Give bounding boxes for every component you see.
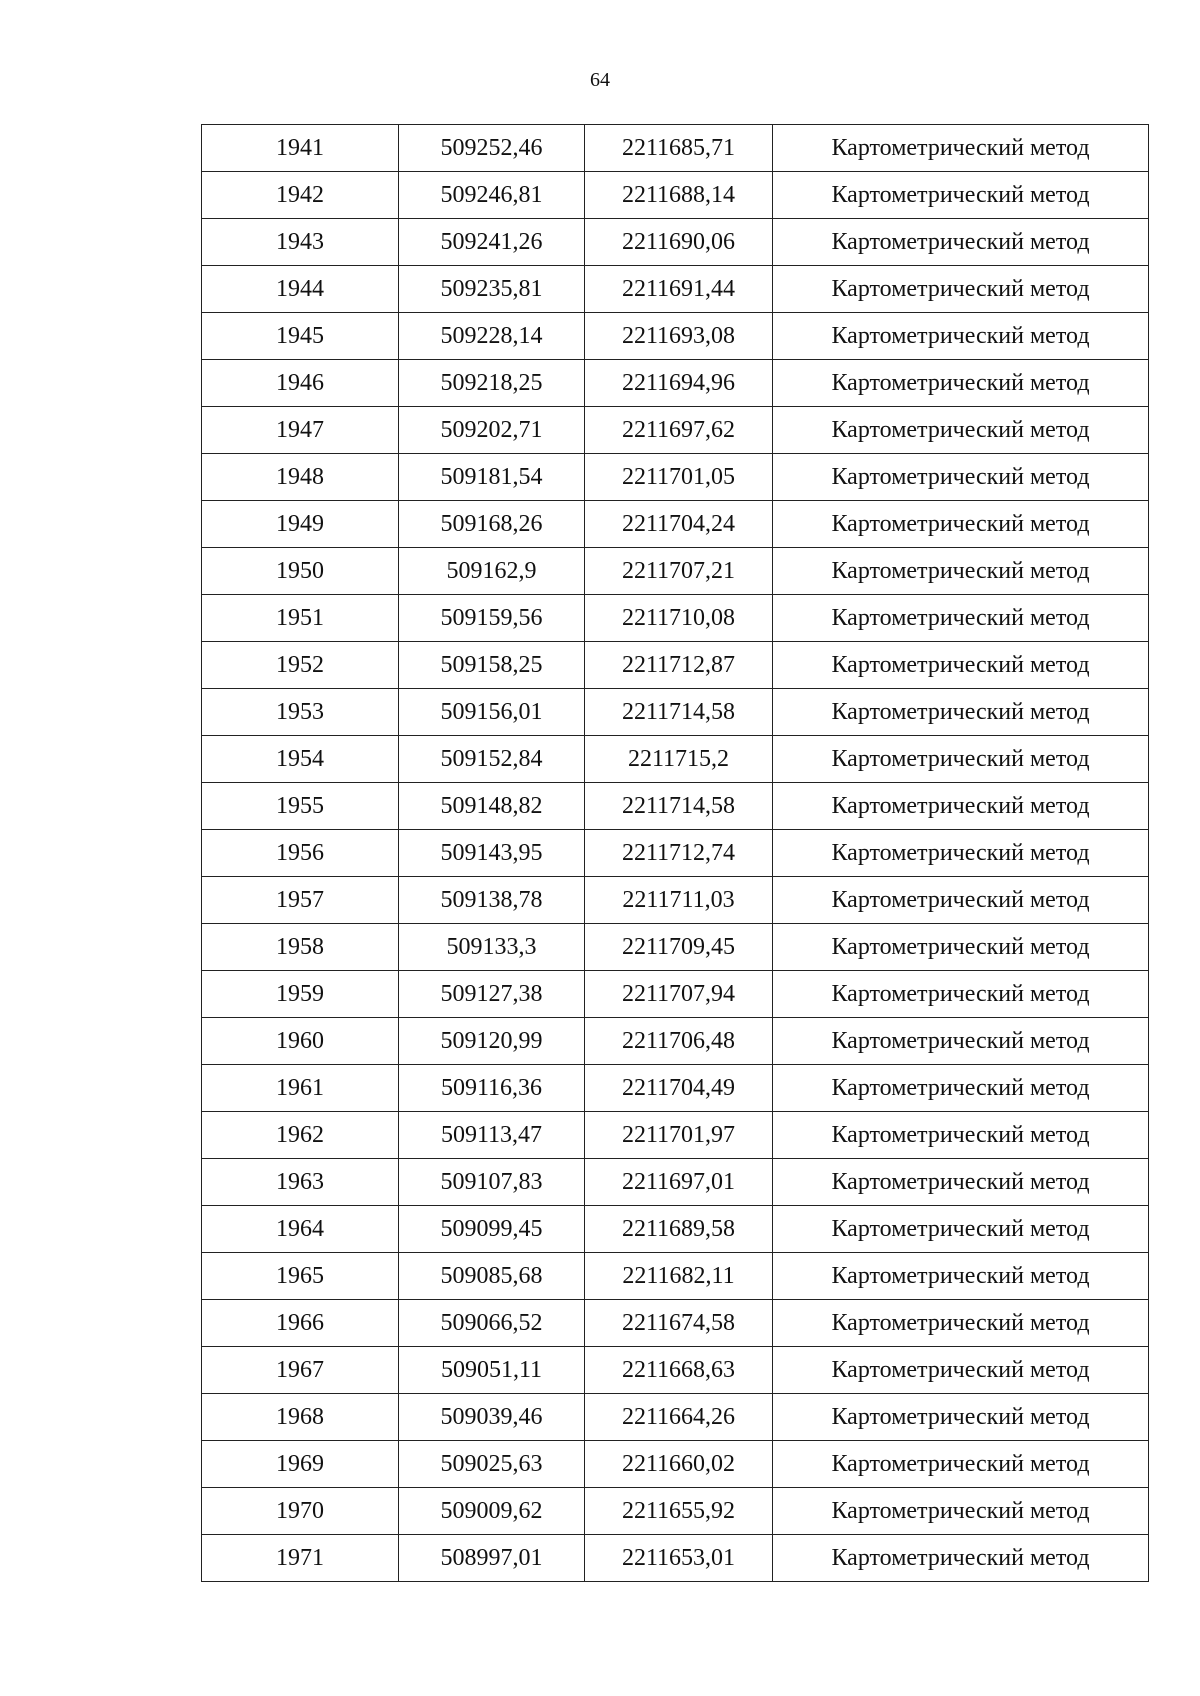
table-row [202,830,1149,877]
method-cell: Картометрический метод [773,454,1149,501]
y-coordinate-cell: 2211706,48 [585,1018,773,1065]
point-number-cell: 1953 [202,689,399,736]
table-row [202,1394,1149,1441]
x-coordinate-cell: 509181,54 [399,454,585,501]
method-cell: Картометрический метод [773,360,1149,407]
x-coordinate-cell: 509085,68 [399,1253,585,1300]
method-cell: Картометрический метод [773,1300,1149,1347]
x-coordinate-cell: 509162,9 [399,548,585,595]
point-number-cell: 1961 [202,1065,399,1112]
table-row [202,407,1149,454]
table-row [202,971,1149,1018]
x-coordinate-cell: 509246,81 [399,172,585,219]
x-coordinate-cell: 509116,36 [399,1065,585,1112]
point-number-cell: 1965 [202,1253,399,1300]
table-row [202,172,1149,219]
table-row [202,501,1149,548]
x-coordinate-cell: 509228,14 [399,313,585,360]
page-number: 64 [590,69,610,91]
x-coordinate-cell: 509158,25 [399,642,585,689]
method-cell: Картометрический метод [773,1253,1149,1300]
point-number-cell: 1964 [202,1206,399,1253]
point-number-cell: 1949 [202,501,399,548]
table-row [202,548,1149,595]
table-row [202,1347,1149,1394]
y-coordinate-cell: 2211688,14 [585,172,773,219]
method-cell: Картометрический метод [773,783,1149,830]
x-coordinate-cell: 509120,99 [399,1018,585,1065]
x-coordinate-cell: 509148,82 [399,783,585,830]
table-row [202,877,1149,924]
y-coordinate-cell: 2211697,62 [585,407,773,454]
table-row [202,1300,1149,1347]
y-coordinate-cell: 2211691,44 [585,266,773,313]
point-number-cell: 1968 [202,1394,399,1441]
method-cell: Картометрический метод [773,642,1149,689]
x-coordinate-cell: 509133,3 [399,924,585,971]
point-number-cell: 1954 [202,736,399,783]
y-coordinate-cell: 2211714,58 [585,783,773,830]
y-coordinate-cell: 2211710,08 [585,595,773,642]
table-row [202,1206,1149,1253]
x-coordinate-cell: 508997,01 [399,1535,585,1582]
x-coordinate-cell: 509252,46 [399,125,585,172]
y-coordinate-cell: 2211674,58 [585,1300,773,1347]
table-row [202,595,1149,642]
x-coordinate-cell: 509218,25 [399,360,585,407]
point-number-cell: 1958 [202,924,399,971]
point-number-cell: 1944 [202,266,399,313]
x-coordinate-cell: 509156,01 [399,689,585,736]
point-number-cell: 1959 [202,971,399,1018]
method-cell: Картометрический метод [773,501,1149,548]
x-coordinate-cell: 509039,46 [399,1394,585,1441]
y-coordinate-cell: 2211693,08 [585,313,773,360]
y-coordinate-cell: 2211709,45 [585,924,773,971]
method-cell: Картометрический метод [773,924,1149,971]
y-coordinate-cell: 2211694,96 [585,360,773,407]
table-row [202,924,1149,971]
table-row [202,1065,1149,1112]
method-cell: Картометрический метод [773,1394,1149,1441]
x-coordinate-cell: 509099,45 [399,1206,585,1253]
method-cell: Картометрический метод [773,689,1149,736]
y-coordinate-cell: 2211701,97 [585,1112,773,1159]
point-number-cell: 1941 [202,125,399,172]
y-coordinate-cell: 2211689,58 [585,1206,773,1253]
point-number-cell: 1956 [202,830,399,877]
x-coordinate-cell: 509066,52 [399,1300,585,1347]
table-row [202,1159,1149,1206]
method-cell: Картометрический метод [773,595,1149,642]
table-row [202,360,1149,407]
y-coordinate-cell: 2211668,63 [585,1347,773,1394]
point-number-cell: 1962 [202,1112,399,1159]
point-number-cell: 1950 [202,548,399,595]
coordinates-table-body [202,125,1149,1582]
point-number-cell: 1966 [202,1300,399,1347]
x-coordinate-cell: 509143,95 [399,830,585,877]
method-cell: Картометрический метод [773,313,1149,360]
x-coordinate-cell: 509051,11 [399,1347,585,1394]
x-coordinate-cell: 509127,38 [399,971,585,1018]
point-number-cell: 1970 [202,1488,399,1535]
method-cell: Картометрический метод [773,219,1149,266]
point-number-cell: 1942 [202,172,399,219]
table-row [202,266,1149,313]
point-number-cell: 1947 [202,407,399,454]
x-coordinate-cell: 509202,71 [399,407,585,454]
x-coordinate-cell: 509009,62 [399,1488,585,1535]
table-row [202,1112,1149,1159]
table-row [202,313,1149,360]
y-coordinate-cell: 2211685,71 [585,125,773,172]
table-row [202,1441,1149,1488]
y-coordinate-cell: 2211704,49 [585,1065,773,1112]
method-cell: Картометрический метод [773,548,1149,595]
table-row [202,642,1149,689]
table-row [202,783,1149,830]
point-number-cell: 1945 [202,313,399,360]
y-coordinate-cell: 2211701,05 [585,454,773,501]
table-row [202,1488,1149,1535]
x-coordinate-cell: 509025,63 [399,1441,585,1488]
point-number-cell: 1957 [202,877,399,924]
method-cell: Картометрический метод [773,1206,1149,1253]
point-number-cell: 1955 [202,783,399,830]
point-number-cell: 1948 [202,454,399,501]
method-cell: Картометрический метод [773,1018,1149,1065]
x-coordinate-cell: 509107,83 [399,1159,585,1206]
method-cell: Картометрический метод [773,1535,1149,1582]
x-coordinate-cell: 509168,26 [399,501,585,548]
point-number-cell: 1963 [202,1159,399,1206]
method-cell: Картометрический метод [773,266,1149,313]
method-cell: Картометрический метод [773,172,1149,219]
x-coordinate-cell: 509152,84 [399,736,585,783]
method-cell: Картометрический метод [773,736,1149,783]
y-coordinate-cell: 2211715,2 [585,736,773,783]
table-row [202,1253,1149,1300]
y-coordinate-cell: 2211707,94 [585,971,773,1018]
point-number-cell: 1967 [202,1347,399,1394]
table-row [202,125,1149,172]
point-number-cell: 1943 [202,219,399,266]
x-coordinate-cell: 509235,81 [399,266,585,313]
coordinates-table [201,124,1149,1582]
method-cell: Картометрический метод [773,1159,1149,1206]
x-coordinate-cell: 509159,56 [399,595,585,642]
point-number-cell: 1971 [202,1535,399,1582]
y-coordinate-cell: 2211707,21 [585,548,773,595]
method-cell: Картометрический метод [773,1112,1149,1159]
y-coordinate-cell: 2211660,02 [585,1441,773,1488]
point-number-cell: 1946 [202,360,399,407]
method-cell: Картометрический метод [773,1065,1149,1112]
point-number-cell: 1952 [202,642,399,689]
y-coordinate-cell: 2211712,74 [585,830,773,877]
y-coordinate-cell: 2211653,01 [585,1535,773,1582]
y-coordinate-cell: 2211690,06 [585,219,773,266]
point-number-cell: 1960 [202,1018,399,1065]
y-coordinate-cell: 2211711,03 [585,877,773,924]
x-coordinate-cell: 509113,47 [399,1112,585,1159]
method-cell: Картометрический метод [773,407,1149,454]
x-coordinate-cell: 509138,78 [399,877,585,924]
y-coordinate-cell: 2211712,87 [585,642,773,689]
table-row [202,454,1149,501]
method-cell: Картометрический метод [773,125,1149,172]
table-row [202,1018,1149,1065]
x-coordinate-cell: 509241,26 [399,219,585,266]
table-row [202,736,1149,783]
y-coordinate-cell: 2211697,01 [585,1159,773,1206]
point-number-cell: 1951 [202,595,399,642]
y-coordinate-cell: 2211704,24 [585,501,773,548]
y-coordinate-cell: 2211655,92 [585,1488,773,1535]
method-cell: Картометрический метод [773,971,1149,1018]
method-cell: Картометрический метод [773,1347,1149,1394]
y-coordinate-cell: 2211682,11 [585,1253,773,1300]
table-row [202,219,1149,266]
table-row [202,1535,1149,1582]
method-cell: Картометрический метод [773,877,1149,924]
method-cell: Картометрический метод [773,1441,1149,1488]
table-row [202,689,1149,736]
method-cell: Картометрический метод [773,830,1149,877]
point-number-cell: 1969 [202,1441,399,1488]
method-cell: Картометрический метод [773,1488,1149,1535]
y-coordinate-cell: 2211714,58 [585,689,773,736]
y-coordinate-cell: 2211664,26 [585,1394,773,1441]
